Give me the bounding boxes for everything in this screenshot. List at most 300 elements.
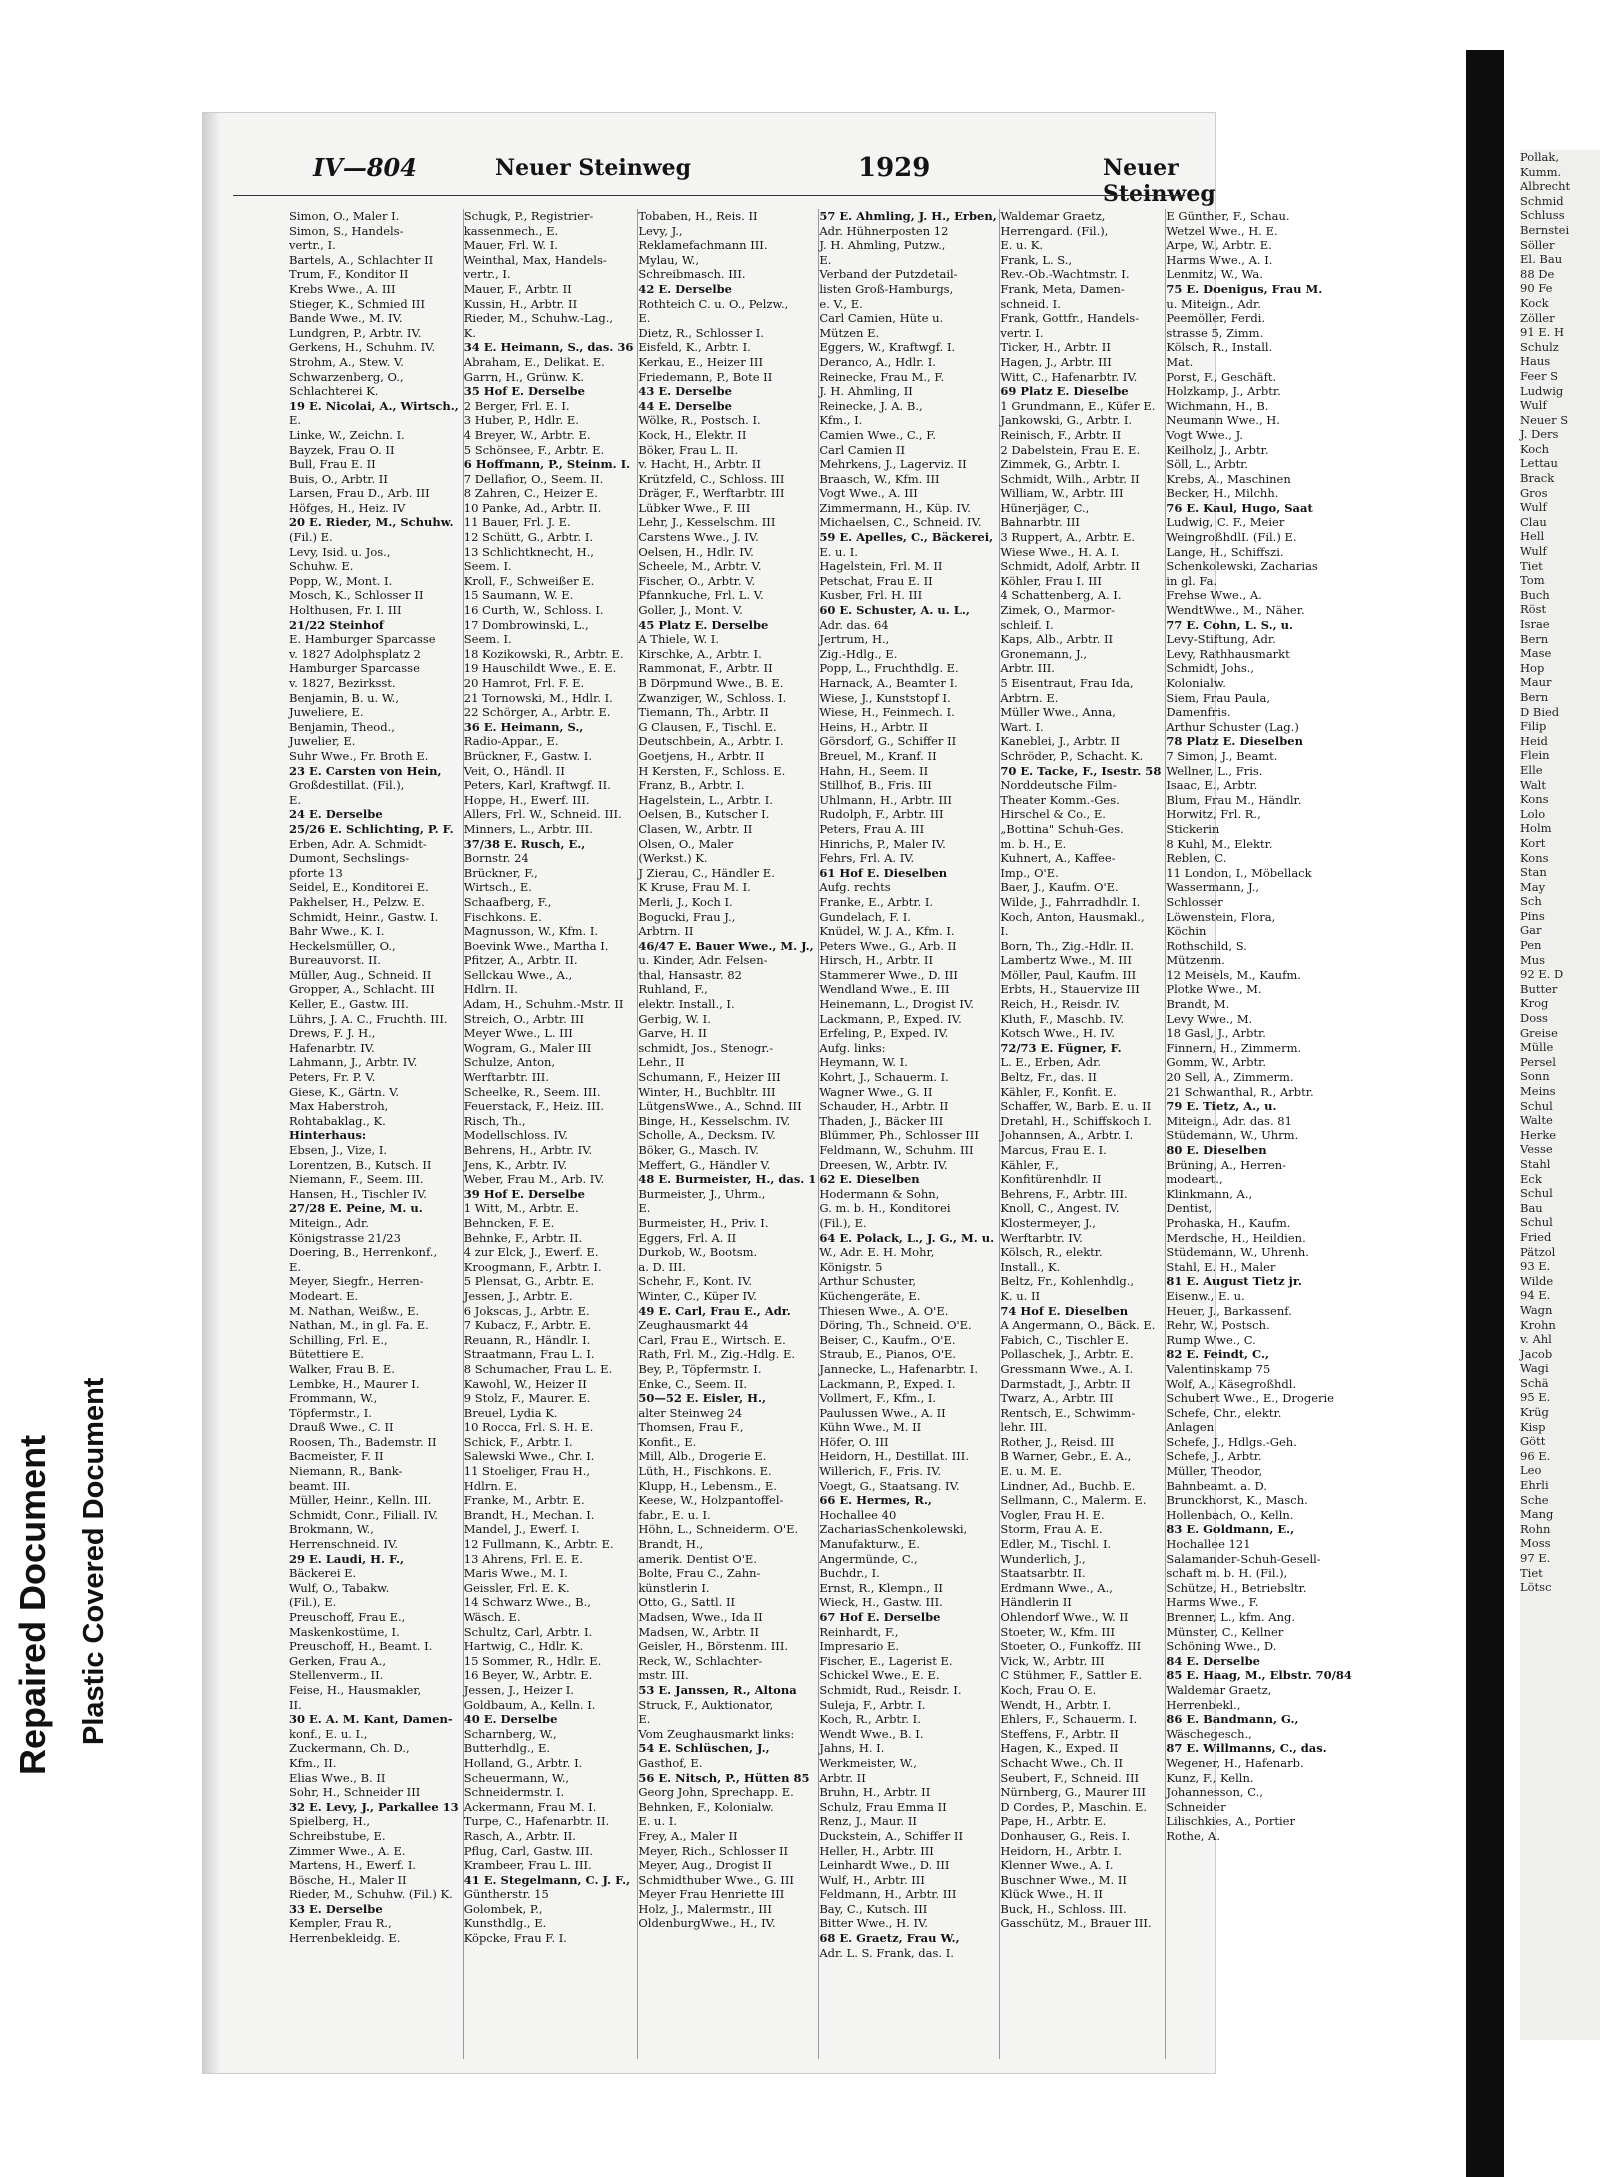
directory-entry: Rehr, W., Postsch. — [1166, 1318, 1270, 1333]
directory-entry: amerik. Dentist O'E. — [638, 1551, 757, 1566]
directory-entry: Herrenbekl., — [1166, 1697, 1241, 1712]
directory-entry: Rieder, M., Schuhw.-Lag., — [463, 311, 614, 326]
adjacent-page-fragment: Schmid — [1520, 193, 1564, 208]
directory-entry: listen Groß-Hamburgs, — [819, 281, 954, 296]
directory-entry: Schefe, Chr., elektr. — [1166, 1405, 1282, 1420]
directory-entry: Drews, F. J. H., — [289, 1026, 376, 1041]
adjacent-page-fragment: Bernstei — [1520, 222, 1570, 237]
directory-entry: schaft m. b. H. (Fil.), — [1166, 1566, 1288, 1581]
directory-entry: Klinkmann, A., — [1166, 1186, 1253, 1201]
directory-entry: Münster, C., Kellner — [1166, 1624, 1284, 1639]
street-name-right: Neuer Steinweg — [1103, 155, 1216, 207]
directory-entry: Bruhn, H., Arbtr. II — [819, 1785, 931, 1800]
directory-entry: Schneidermstr. I. — [463, 1785, 565, 1800]
directory-entry: Schmidt, Wilh., Arbtr. II — [1000, 471, 1140, 486]
adjacent-page-fragment: Schul — [1520, 1186, 1553, 1201]
directory-entry: Burmeister, H., Priv. I. — [638, 1215, 769, 1230]
adjacent-page-fragment: Ludwig — [1520, 383, 1564, 398]
directory-entry: 82 E. Feindt, C., — [1166, 1347, 1270, 1362]
directory-entry: Dretahl, H., Schiffskoch I. — [1000, 1113, 1152, 1128]
directory-entry: Baer, J., Kaufm. O'E. — [1000, 880, 1119, 895]
directory-entry: Lundgren, P., Arbtr. IV. — [289, 325, 422, 340]
directory-entry: Max Haberstroh, — [289, 1099, 389, 1114]
directory-entry: 80 E. Dieselben — [1166, 1143, 1267, 1157]
directory-entry: William, W., Arbtr. III — [1000, 486, 1124, 501]
adjacent-page-fragment: Albrecht — [1520, 179, 1571, 194]
directory-entry: Gressmann Wwe., A. I. — [1000, 1361, 1134, 1376]
directory-entry: Jahns, H. I. — [819, 1741, 885, 1756]
directory-entry: 76 E. Kaul, Hugo, Saat — [1166, 500, 1313, 515]
directory-entry: Eisenw., E. u. — [1166, 1288, 1245, 1303]
directory-entry: Thiesen Wwe., A. O'E. — [819, 1303, 949, 1318]
directory-entry: Knüdel, W. J. A., Kfm. I. — [819, 924, 955, 939]
directory-entry: Brückner, F., Gastw. I. — [463, 748, 592, 763]
directory-entry: Scholle, A., Decksm. IV. — [638, 1128, 776, 1143]
directory-entry: Adr. das. 64 — [819, 617, 889, 632]
directory-entry: A Thiele, W. I. — [638, 632, 719, 647]
directory-entry: Bureauvorst. II. — [289, 953, 381, 968]
directory-entry: Georg John, Sprechapp. E. — [638, 1785, 794, 1800]
directory-entry: E. — [289, 1259, 302, 1274]
directory-entry: Bösche, H., Maler II — [289, 1872, 407, 1887]
directory-entry: 1 Witt, M., Arbtr. E. — [463, 1201, 579, 1216]
directory-entry: Buis, O., Arbtr. II — [289, 471, 388, 486]
directory-entry: Vogt Wwe., J. — [1166, 427, 1243, 442]
directory-entry: Herrengard. (Fil.), — [1000, 223, 1109, 238]
directory-entry: 3 Ruppert, A., Arbtr. E. — [1000, 530, 1135, 545]
adjacent-page-fragment: Schul — [1520, 1098, 1553, 1113]
directory-entry: Johannesson, C., — [1166, 1785, 1263, 1800]
directory-entry: Meffert, G., Händler V. — [638, 1157, 771, 1172]
directory-entry: WendtWwe., M., Näher. — [1166, 603, 1305, 618]
directory-entry: Stüdemann, W., Uhrm. — [1166, 1128, 1299, 1143]
adjacent-page-fragment: Wulf — [1520, 544, 1547, 559]
directory-entry: Enke, C., Seem. II. — [638, 1376, 748, 1391]
adjacent-page-fragment: Mus — [1520, 952, 1546, 967]
directory-entry: Schulze, Anton, — [463, 1055, 556, 1070]
directory-entry: Kerkau, E., Heizer III — [638, 354, 763, 369]
directory-entry: Söll, L., Arbtr. — [1166, 457, 1249, 472]
directory-entry: Beiser, C., Kaufm., O'E. — [819, 1332, 956, 1347]
adjacent-page-fragment: Wulf — [1520, 500, 1547, 515]
directory-entry: 11 London, I., Möbellack — [1166, 865, 1312, 880]
directory-entry: Krambeer, Frau L. III. — [463, 1858, 592, 1873]
directory-entry: Hahn, H., Seem. II — [819, 763, 929, 778]
adjacent-page-fragment: Söller — [1520, 237, 1555, 252]
directory-entry: 15 Sommer, R., Hdlr. E. — [463, 1653, 602, 1668]
directory-entry: J Zierau, C., Händler E. — [638, 865, 775, 880]
directory-entry: 75 E. Doenigus, Frau M. — [1166, 281, 1323, 296]
adjacent-page-fragment: Brack — [1520, 471, 1555, 486]
directory-entry: Klupp, H., Lebensm., E. — [638, 1478, 777, 1493]
directory-entry: Reinisch, F., Arbtr. II — [1000, 427, 1122, 442]
directory-entry: 6 Hoffmann, P., Steinm. I. — [463, 457, 631, 472]
directory-entry: Bay, C., Kutsch. III — [819, 1901, 928, 1916]
directory-entry: Harms Wwe., A. I. — [1166, 252, 1273, 267]
directory-entry: Schefe, J., Arbtr. — [1166, 1449, 1262, 1464]
directory-entry: Wagner Wwe., G. II — [819, 1084, 933, 1099]
directory-entry: Rothteich C. u. O., Pelzw., — [638, 296, 789, 311]
directory-entry: Krützfeld, C., Schloss. III — [638, 471, 785, 486]
directory-column-3 — [638, 209, 819, 2059]
directory-entry: Kaps, Alb., Arbtr. II — [1000, 632, 1114, 647]
adjacent-page-fragment: Buch — [1520, 587, 1550, 602]
directory-entry: 7 Dellafior, O., Seem. II. — [463, 471, 604, 486]
directory-entry: II. — [289, 1697, 302, 1712]
directory-entry: E. — [638, 1712, 651, 1727]
directory-entry: Schmidt, Rud., Reisdr. I. — [819, 1682, 962, 1697]
directory-entry: Maris Wwe., M. I. — [463, 1566, 568, 1581]
directory-entry: Köchin — [1166, 924, 1207, 939]
directory-entry: Suleja, F., Arbtr. I. — [819, 1697, 926, 1712]
directory-entry: Thaden, J., Bäcker III — [819, 1113, 944, 1128]
directory-entry: 85 E. Haag, M., Elbstr. 70/84 — [1166, 1668, 1352, 1683]
directory-entry: Neumann Wwe., H. — [1166, 413, 1280, 428]
directory-entry: Deutschbein, A., Arbtr. I. — [638, 734, 784, 749]
directory-entry: C Stühmer, F., Sattler E. — [1000, 1668, 1143, 1683]
directory-entry: Nathan, M., in gl. Fa. E. — [289, 1318, 429, 1333]
directory-entry: Arbtrn. II — [638, 924, 694, 939]
directory-entry: 78 Platz E. Dieselben — [1166, 734, 1303, 749]
directory-entry: Voegt, G., Staatsang. IV. — [819, 1478, 960, 1493]
directory-entry: Hdlrn. E. — [463, 1478, 518, 1493]
directory-entry: (Fil.), E. — [289, 1595, 337, 1610]
directory-entry: Marcus, Frau E. I. — [1000, 1143, 1107, 1157]
directory-entry: Schwarzenberg, O., — [289, 369, 404, 384]
directory-entry: Paulussen Wwe., A. II — [819, 1405, 946, 1420]
directory-entry: Theater Komm.-Ges. — [1000, 792, 1120, 807]
directory-entry: Herrenbekleidg. E. — [289, 1931, 401, 1946]
directory-entry: Höhn, L., Schneiderm. O'E. — [638, 1522, 799, 1537]
directory-entry: Olsen, O., Maler — [638, 836, 734, 851]
directory-entry: Modeart. E. — [289, 1288, 359, 1303]
directory-entry: Kölsch, R., elektr. — [1000, 1245, 1103, 1260]
directory-entry: Behncken, F. E. — [463, 1215, 555, 1230]
directory-entry: Winter, C., Küper IV. — [638, 1288, 757, 1303]
directory-entry: Staatsarbtr. II. — [1000, 1566, 1086, 1581]
directory-entry: Holland, G., Arbtr. I. — [463, 1755, 583, 1770]
directory-entry: Müller, Theodor, — [1166, 1464, 1263, 1479]
directory-entry: 29 E. Laudi, H. F., — [289, 1551, 404, 1566]
adjacent-page-fragment: Lolo — [1520, 806, 1546, 821]
directory-entry: 32 E. Levy, J., Parkallee 13 — [289, 1799, 459, 1814]
directory-entry: Geissler, Frl. E. K. — [463, 1580, 570, 1595]
directory-entry: Frank, L. S., — [1000, 252, 1073, 267]
directory-entry: 66 E. Hermes, R., — [819, 1493, 932, 1508]
directory-entry: Oelsen, B., Kutscher I. — [638, 807, 770, 822]
directory-entry: Beltz, Fr., Kohlenhdlg., — [1000, 1274, 1135, 1289]
directory-entry: Zimek, O., Marmor- — [1000, 603, 1116, 618]
directory-entry: 35 Hof E. Derselbe — [463, 384, 585, 399]
directory-entry: Schefe, J., Hdlgs.-Geh. — [1166, 1434, 1297, 1449]
directory-entry: kassenmech., E. — [463, 223, 559, 238]
directory-entry: K. u. II — [1000, 1288, 1041, 1303]
directory-entry: 43 E. Derselbe — [638, 384, 732, 399]
directory-entry: I. — [1000, 924, 1009, 939]
directory-entry: Goldbaum, A., Kelln. I. — [463, 1697, 596, 1712]
adjacent-page-fragment: Kort — [1520, 835, 1546, 850]
directory-entry: Prohaska, H., Kaufm. — [1166, 1215, 1291, 1230]
directory-entry: Beltz, Fr., das. II — [1000, 1070, 1097, 1085]
directory-entry: Walker, Frau B. E. — [289, 1361, 395, 1376]
adjacent-page-fragment: Sonn — [1520, 1069, 1550, 1084]
directory-entry: Lenmitz, W., Wa. — [1166, 267, 1263, 282]
directory-entry: Bahnbeamt. a. D. — [1166, 1478, 1267, 1493]
directory-entry: Dräger, F., Werftarbtr. III — [638, 486, 785, 501]
directory-entry: Kock, H., Elektr. II — [638, 427, 747, 442]
directory-entry: Maskenkostüme, I. — [289, 1624, 400, 1639]
directory-entry: Carl, Frau E., Wirtsch. E. — [638, 1332, 786, 1347]
directory-entry: E. u. K. — [1000, 238, 1044, 253]
adjacent-page-fragment: Meins — [1520, 1084, 1556, 1098]
directory-entry: mstr. III. — [638, 1668, 689, 1683]
directory-entry: Vom Zeughausmarkt links: — [638, 1726, 795, 1741]
directory-entry: Binge, H., Kesselschm. IV. — [638, 1113, 791, 1128]
directory-entry: (Fil.) E. — [289, 530, 333, 545]
directory-entry: Schütze, H., Betriebsltr. — [1166, 1580, 1307, 1595]
directory-entry: W., Adr. E. H. Mohr, — [819, 1245, 935, 1260]
adjacent-page-fragment: Wulf — [1520, 398, 1547, 413]
adjacent-page-fragment: Butter — [1520, 981, 1558, 996]
adjacent-page-fragment: Haus — [1520, 354, 1551, 369]
directory-entry: Wegener, H., Hafenarb. — [1166, 1755, 1304, 1770]
directory-entry: Müller, Aug., Schneid. II — [289, 967, 432, 982]
directory-entry: Lührs, J. A. C., Fruchth. III. — [289, 1011, 448, 1026]
adjacent-page-fragment: Pollak, — [1520, 150, 1560, 164]
directory-entry: Schaafberg, F., — [463, 894, 552, 909]
directory-entry: 19 E. Nicolai, A., Wirtsch., — [289, 398, 459, 413]
directory-entry: 83 E. Goldmann, E., — [1166, 1522, 1295, 1537]
directory-entry: Schmidt, Adolf, Arbtr. II — [1000, 559, 1140, 574]
adjacent-page-fragment: Walt — [1520, 777, 1546, 792]
directory-entry: Renz, J., Maur. II — [819, 1814, 917, 1829]
directory-entry: E. — [638, 1201, 651, 1216]
directory-entry: Feise, H., Hausmakler, — [289, 1682, 422, 1697]
directory-entry: Brenner, L., kfm. Ang. — [1166, 1610, 1296, 1624]
directory-entry: 20 E. Rieder, M., Schuhw. — [289, 515, 454, 530]
directory-entry: Kluth, F., Maschb. IV. — [1000, 1011, 1125, 1026]
directory-entry: Roosen, Th., Bademstr. II — [289, 1434, 437, 1449]
directory-entry: Madsen, W., Arbtr. II — [638, 1624, 759, 1639]
directory-entry: Brandt, H., — [638, 1537, 704, 1552]
adjacent-page-fragment: Filip — [1520, 719, 1547, 734]
adjacent-page-fragment: D Bied — [1520, 704, 1560, 719]
directory-entry: Meyer Wwe., L. III — [463, 1026, 573, 1041]
directory-entry: Steffens, F., Arbtr. II — [1000, 1726, 1119, 1741]
directory-entry: 9 Stolz, F., Maurer. E. — [463, 1391, 591, 1406]
directory-entry: Schöning Wwe., D. — [1166, 1639, 1277, 1654]
adjacent-page-fragment: Holm — [1520, 821, 1552, 836]
directory-entry: Gomm, W., Arbtr. — [1166, 1055, 1267, 1070]
directory-entry: Buschner Wwe., M. II — [1000, 1872, 1127, 1887]
directory-entry: Peters, Fr. P. V. — [289, 1070, 376, 1085]
adjacent-page-fragment: Lettau — [1520, 456, 1558, 471]
adjacent-page-fragment: Kumm. — [1520, 164, 1562, 179]
directory-entry: Vogler, Frau H. E. — [1000, 1507, 1105, 1522]
directory-entry: Hirsch, H., Arbtr. II — [819, 953, 934, 968]
directory-entry: Rother, J., Reisd. III — [1000, 1434, 1115, 1449]
directory-entry: Schaffer, W., Barb. E. u. II — [1000, 1099, 1152, 1114]
directory-entry: v. 1827, Bezirksst. — [289, 676, 396, 690]
directory-entry: Meyer, Rich., Schlosser II — [638, 1843, 789, 1858]
directory-entry: Breuel, M., Kranf. II — [819, 748, 937, 763]
directory-entry: Zimmermann, H., Küp. IV. — [819, 500, 971, 515]
adjacent-page-fragment: Israe — [1520, 617, 1550, 631]
directory-entry: Franke, M., Arbtr. E. — [463, 1493, 585, 1508]
directory-entry: schneid. I. — [1000, 296, 1061, 311]
directory-entry: Wendt, H., Arbtr. I. — [1000, 1697, 1112, 1712]
directory-entry: 53 E. Janssen, R., Altona — [638, 1682, 797, 1697]
directory-entry: Zwanziger, W., Schloss. I. — [638, 690, 787, 705]
directory-entry: Rieder, M., Schuhw. (Fil.) K. — [289, 1887, 453, 1902]
directory-entry: (Werkst.) K. — [638, 851, 708, 866]
directory-entry: Bornstr. 24 — [463, 851, 529, 866]
directory-entry: Heuer, J., Barkassenf. — [1166, 1303, 1292, 1318]
directory-entry: Salamander-Schuh-Gesell- — [1166, 1551, 1321, 1566]
directory-entry: Rump Wwe., C. — [1166, 1332, 1256, 1347]
directory-entry: Bitter Wwe., H. IV. — [819, 1916, 928, 1931]
directory-entry: Stillhof, B., Fris. III — [819, 778, 932, 793]
directory-entry: Eggers, W., Kraftwgf. I. — [819, 340, 956, 355]
directory-entry: 16 Curth, W., Schloss. I. — [463, 603, 604, 618]
directory-entry: Niemann, R., Bank- — [289, 1464, 403, 1479]
directory-entry: Holthusen, Fr. I. III — [289, 603, 402, 618]
directory-entry: Lahmann, J., Arbtr. IV. — [289, 1055, 418, 1070]
adjacent-page-fragment: Zöller — [1520, 310, 1555, 325]
directory-entry: Mauer, F., Arbtr. II — [463, 281, 572, 296]
directory-entry: E Günther, F., Schau. — [1166, 209, 1290, 223]
directory-entry: 10 Rocca, Frl. S. H. E. — [463, 1420, 594, 1435]
directory-entry: Gasthof, E. — [638, 1755, 703, 1770]
directory-entry: Kroll, F., Schweißer E. — [463, 573, 595, 588]
adjacent-page-fragment: 92 E. D — [1520, 967, 1564, 982]
directory-entry: v. Hacht, H., Arbtr. II — [638, 457, 761, 472]
directory-entry: 8 Schumacher, Frau L. E. — [463, 1361, 613, 1376]
directory-entry: Stieger, K., Schmied III — [289, 296, 426, 311]
directory-entry: Install., K. — [1000, 1259, 1061, 1274]
directory-entry: K. — [463, 325, 477, 340]
directory-entry: Kroogmann, F., Arbtr. I. — [463, 1259, 602, 1274]
directory-entry: 4 Schattenberg, A. I. — [1000, 588, 1122, 603]
directory-entry: Schacht Wwe., Ch. II — [1000, 1755, 1124, 1770]
directory-entry: 1 Grundmann, E., Küfer E. — [1000, 398, 1156, 413]
directory-entry: Camien Wwe., C., F. — [819, 427, 937, 442]
directory-entry: schleif. I. — [1000, 617, 1054, 632]
directory-entry: Siem, Frau Paula, — [1166, 690, 1270, 705]
directory-entry: Popp, L., Fruchthdlg. E. — [819, 661, 959, 676]
directory-entry: Kohrt, J., Schauerm. I. — [819, 1070, 949, 1085]
directory-entry: Lehr., II — [638, 1055, 685, 1070]
directory-entry: Arbtrn. E. — [1000, 690, 1059, 705]
directory-entry: Holz, J., Malermstr., III — [638, 1901, 772, 1916]
directory-entry: u. Miteign., Adr. — [1166, 296, 1261, 311]
directory-entry: Böker, G., Masch. IV. — [638, 1143, 759, 1157]
adjacent-page-fragment: Maur — [1520, 675, 1552, 690]
directory-entry: Sohr, H., Schneider III — [289, 1785, 421, 1800]
directory-entry: L. E., Erben, Adr. — [1000, 1055, 1101, 1070]
directory-entry: schmidt, Jos., Stenogr.- — [638, 1040, 774, 1055]
directory-entry: Fischkons. E. — [463, 909, 542, 924]
directory-entry: Popp, W., Mont. I. — [289, 573, 393, 588]
directory-entry: Arthur Schuster (Lag.) — [1166, 719, 1299, 734]
directory-entry: Jannecke, L., Hafenarbtr. I. — [819, 1361, 978, 1376]
directory-entry: Darmstadt, J., Arbtr. II — [1000, 1376, 1131, 1391]
directory-entry: 74 Hof E. Dieselben — [1000, 1303, 1129, 1318]
directory-entry: Levy Wwe., M. — [1166, 1011, 1253, 1026]
directory-entry: Levy, Isid. u. Jos., — [289, 544, 391, 559]
directory-entry: Schuhw. E. — [289, 559, 354, 574]
directory-entry: 21/22 Steinhof — [289, 617, 384, 632]
directory-entry: 30 E. A. M. Kant, Damen- — [289, 1712, 453, 1727]
directory-entry: Herrenschneid. IV. — [289, 1537, 398, 1552]
directory-entry: Stüdemann, W., Uhrenh. — [1166, 1245, 1309, 1260]
directory-entry: Schröder, P., Schacht. K. — [1000, 748, 1144, 763]
adjacent-page-fragment: Tiet — [1520, 558, 1543, 573]
directory-entry: Frommann, W., — [289, 1391, 378, 1406]
directory-entry: Hagelstein, Frl. M. II — [819, 559, 943, 574]
directory-entry: Clasen, W., Arbtr. II — [638, 821, 753, 836]
directory-entry: Harms Wwe., F. — [1166, 1595, 1259, 1610]
directory-entry: Wölke, R., Postsch. I. — [638, 413, 761, 428]
directory-entry: 13 Schlichtknecht, H., — [463, 544, 594, 559]
directory-entry: Durkob, W., Bootsm. — [638, 1245, 758, 1260]
directory-entry: Königstr. 5 — [819, 1259, 883, 1274]
directory-entry: Keilholz, J., Arbtr. — [1166, 442, 1269, 457]
directory-entry: Knoll, C., Angest. IV. — [1000, 1201, 1120, 1216]
directory-entry: Veit, O., Händl. II — [463, 763, 565, 778]
directory-entry: Lübker Wwe., F. III — [638, 500, 751, 515]
directory-entry: Frank, Gottfr., Handels- — [1000, 311, 1140, 326]
adjacent-page-fragment: 97 E. — [1520, 1551, 1551, 1565]
directory-entry: Levy, J., — [638, 223, 683, 238]
directory-entry: 34 E. Heimann, S., das. 36 — [463, 340, 634, 355]
directory-entry: A Angermann, O., Bäck. E. — [1000, 1318, 1156, 1333]
adjacent-page-fragment: Eck — [1520, 1171, 1542, 1186]
directory-entry: 70 E. Tacke, F., Isestr. 58 — [1000, 763, 1162, 778]
directory-entry: Vogt Wwe., A. III — [819, 486, 918, 501]
directory-entry: Plotke Wwe., M. — [1166, 982, 1262, 997]
directory-entry: Feldmann, W., Schuhm. III — [819, 1143, 974, 1157]
directory-entry: 44 E. Derselbe — [638, 398, 732, 413]
directory-entry: Straatmann, Frau L. I. — [463, 1347, 595, 1362]
repaired-document-label: Repaired Document — [12, 1434, 53, 1775]
directory-entry: Risch, Th., — [463, 1113, 526, 1128]
directory-entry: Brandt, H., Mechan. I. — [463, 1507, 595, 1522]
directory-entry: Kaneblei, J., Arbtr. II — [1000, 734, 1120, 749]
directory-entry: Arbtr. II — [819, 1770, 866, 1785]
directory-entry: Damenfris. — [1166, 705, 1231, 720]
directory-entry: Niemann, F., Seem. III. — [289, 1172, 424, 1187]
directory-entry: Madsen, Wwe., Ida II — [638, 1610, 763, 1624]
adjacent-page-fragment: Mase — [1520, 646, 1552, 661]
directory-entry: a. D. III. — [638, 1259, 686, 1274]
adjacent-page-fragment: Krüg — [1520, 1405, 1549, 1420]
directory-entry: 86 E. Bandmann, G., — [1166, 1712, 1299, 1727]
directory-entry: 12 Meisels, M., Kaufm. — [1166, 967, 1301, 982]
directory-entry: Merli, J., Koch I. — [638, 894, 733, 909]
directory-entry: Isaac, E., Arbtr. — [1166, 778, 1258, 793]
directory-entry: 5 Plensat, G., Arbtr. E. — [463, 1274, 595, 1289]
directory-entry: Goetjens, H., Arbtr. II — [638, 748, 765, 763]
directory-entry: Zig.-Hdlg., E. — [819, 646, 898, 661]
directory-entry: Schreibmasch. III. — [638, 267, 746, 282]
directory-entry: 13 Ahrens, Frl. E. E. — [463, 1551, 583, 1566]
directory-entry: Heidorn, H., Arbtr. I. — [1000, 1843, 1122, 1858]
directory-entry: Werftarbtr. IV. — [1000, 1230, 1083, 1245]
directory-entry: Keese, W., Holzpantoffel- — [638, 1493, 784, 1508]
adjacent-page-fragment: Pätzol — [1520, 1244, 1556, 1259]
directory-entry: Schlosser — [1166, 894, 1223, 909]
